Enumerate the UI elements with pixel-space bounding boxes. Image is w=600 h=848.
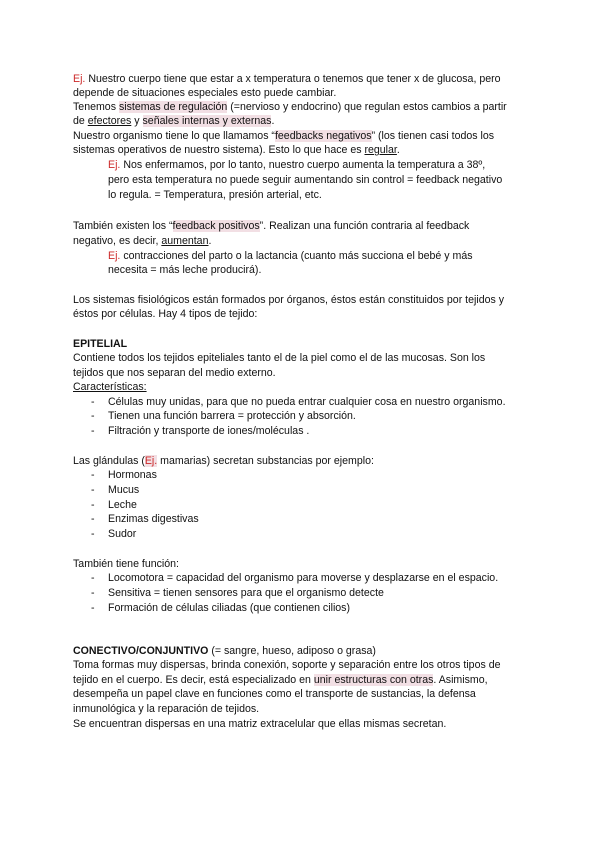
function-label: También tiene función: xyxy=(73,558,180,570)
highlight: feedback positivos xyxy=(172,220,260,232)
list-item: Células muy unidas, para que no pueda entrar cualquier cosa en nuestro organismo. xyxy=(108,396,506,408)
positive-line-1: También existen los “feedback positivos”. Realizan una función contraria al feedback xyxy=(73,220,470,232)
ej-label: Ej. xyxy=(73,73,86,85)
list-item: - xyxy=(91,425,95,437)
list-item: Tienen una función barrera = protección y absorción. xyxy=(108,410,356,422)
list-item: Hormonas xyxy=(108,469,157,481)
intro-line-3: Tenemos sistemas de regulación (=nervioso y endocrino) que regulan estos cambios a partir xyxy=(73,101,507,113)
positive-example-line-2: necesita = más leche producirá). xyxy=(108,264,262,276)
glands-line: Las glándulas (Ej. mamarias) secretan substancias por ejemplo: xyxy=(73,455,374,467)
neg-example-line-1: Ej. Nos enfermamos, por lo tanto, nuestro cuerpo aumenta la temperatura a 38º, xyxy=(108,159,486,171)
list-item: - xyxy=(91,410,95,422)
list-item: Locomotora = capacidad del organismo para moverse y desplazarse en el espacio. xyxy=(108,572,499,584)
intro-line-4: de efectores y señales internas y externas. xyxy=(73,115,275,127)
positive-example-line-1: Ej. contracciones del parto o la lactancia (cuanto más succiona el bebé y más xyxy=(108,250,473,262)
highlight: señales internas y externas xyxy=(142,115,272,127)
epitelial-desc-2: tejidos que nos separan del medio externo. xyxy=(73,367,276,379)
intro-line-1: Ej. Nuestro cuerpo tiene que estar a x temperatura o tenemos que tener x de glucosa, pero xyxy=(73,73,501,85)
list-item: - xyxy=(91,396,95,408)
intro-line-2: depende de situaciones especiales esto puede cambiar. xyxy=(73,87,337,99)
ej-label: Ej. xyxy=(144,455,158,467)
conectivo-line-1: Toma formas muy dispersas, brinda conexión, soporte y separación entre los otros tipos de xyxy=(73,659,501,671)
conectivo-line-5: Se encuentran dispersas en una matriz extracelular que ellas mismas secretan. xyxy=(73,718,447,730)
conectivo-line-2: tejido en el cuerpo. Es decir, está especializado en unir estructuras con otras. Asimismo, xyxy=(73,674,488,686)
list-item: Enzimas digestivas xyxy=(108,513,199,525)
characteristics-label: Características: xyxy=(73,381,147,393)
conectivo-line-4: inmunológica y la reparación de tejidos. xyxy=(73,703,260,715)
neg-example-line-2: pero esta temperatura no puede seguir aumentando sin control = feedback negativo xyxy=(108,174,503,186)
positive-line-2: negativo, es decir, aumentan. xyxy=(73,235,212,247)
ej-label: Ej. xyxy=(108,250,121,262)
highlight: feedbacks negativos xyxy=(274,130,372,142)
list-item: Formación de células ciliadas (que contienen cilios) xyxy=(108,602,351,614)
highlight: sistemas de regulación xyxy=(118,101,228,113)
list-item: Leche xyxy=(108,499,137,511)
conectivo-line-3: desempeña un papel clave en funciones como el transporte de sustancias, la defensa xyxy=(73,688,476,700)
epitelial-desc-1: Contiene todos los tejidos epiteliales tanto el de la piel como el de las mucosas. Son los xyxy=(73,352,486,364)
systems-line-1: Los sistemas fisiológicos están formados por órganos, éstos están constituidos por tejidos y xyxy=(73,294,505,306)
intro-line-5: Nuestro organismo tiene lo que llamamos “feedbacks negativos” (los tienen casi todos los xyxy=(73,130,495,142)
highlight: unir estructuras con otras xyxy=(313,674,434,686)
ej-label: Ej. xyxy=(108,159,121,171)
neg-example-line-3: lo regula. = Temperatura, presión arterial, etc. xyxy=(108,189,322,201)
document-page: Ej. Nuestro cuerpo tiene que estar a x temperatura o tenemos que tener x de glucosa, pero depende de situaciones especiales esto puede cambiar. Tenemos sistemas de regulación (=nervioso y endocrino) que regulan estos cambios a partir de efectores y señales internas y externas. Nuestro organismo tiene lo que llamamos “feedbacks negativos” (los tienen casi todos los sistemas operativos de nuestro sistema). Esto lo que hace es regular. Ej. Nos enfermamos, por lo tanto, nuestro cuerpo aumenta la temperatura a 38º, pero esta temperatura no puede seguir aumentando sin control = feedback negativo lo regula. = Temperatura, presión arterial, etc. También existen los “feedback positivos”. Realizan una función contraria al feedback negativo, es decir, aumentan. Ej. contracciones del parto o la lactancia (cuanto más succiona el bebé y más necesita = más leche producirá). Los sistemas fisiológicos están formados por órganos, éstos están constituidos por tejidos y éstos por células. Hay 4 tipos de tejido: EPITELIAL Contiene todos los tejidos epiteliales tanto el de la piel como el de las mucosas. Son los tejidos que nos separan del medio externo. Características: - Células muy unidas, para que no pueda entrar cualquier cosa en nuestro organismo. - Tienen una función barrera = protección y absorción. - Filtración y transporte de iones/moléculas . Las glándulas (Ej. mamarias) secretan substancias por ejemplo: - Hormonas - Mucus - Leche - Enzimas digestivas - Sudor También tiene función: - Locomotora = capacidad del organismo para moverse y desplazarse en el espacio. - Sensitiva = tienen sensores para que el organismo detecte - Formación de células ciliadas (que contienen cilios) CONECTIVO/CONJUNTIVO (= sangre, hueso, adiposo o grasa) Toma formas muy dispersas, brinda conexión, soporte y separación entre los otros tipos de tejido en el cuerpo. Es decir, está especializado en unir estructuras con otras. Asimismo, desempeña un papel clave en funciones como el transporte de sustancias, la defensa inmunológica y la reparación de tejidos. Se encuentran dispersas en una matriz extracelular que ellas mismas secretan. xyxy=(73,73,507,730)
list-item: Mucus xyxy=(108,484,140,496)
list-item: Sudor xyxy=(108,528,137,540)
conectivo-heading: CONECTIVO/CONJUNTIVO (= sangre, hueso, adiposo o grasa) xyxy=(73,645,376,657)
intro-line-6: sistemas operativos de nuestro sistema). Esto lo que hace es regular. xyxy=(73,144,400,156)
systems-line-2: éstos por células. Hay 4 tipos de tejido: xyxy=(73,308,258,320)
epitelial-heading: EPITELIAL xyxy=(73,338,128,350)
list-item: Filtración y transporte de iones/moléculas . xyxy=(108,425,310,437)
list-item: Sensitiva = tienen sensores para que el organismo detecte xyxy=(108,587,384,599)
